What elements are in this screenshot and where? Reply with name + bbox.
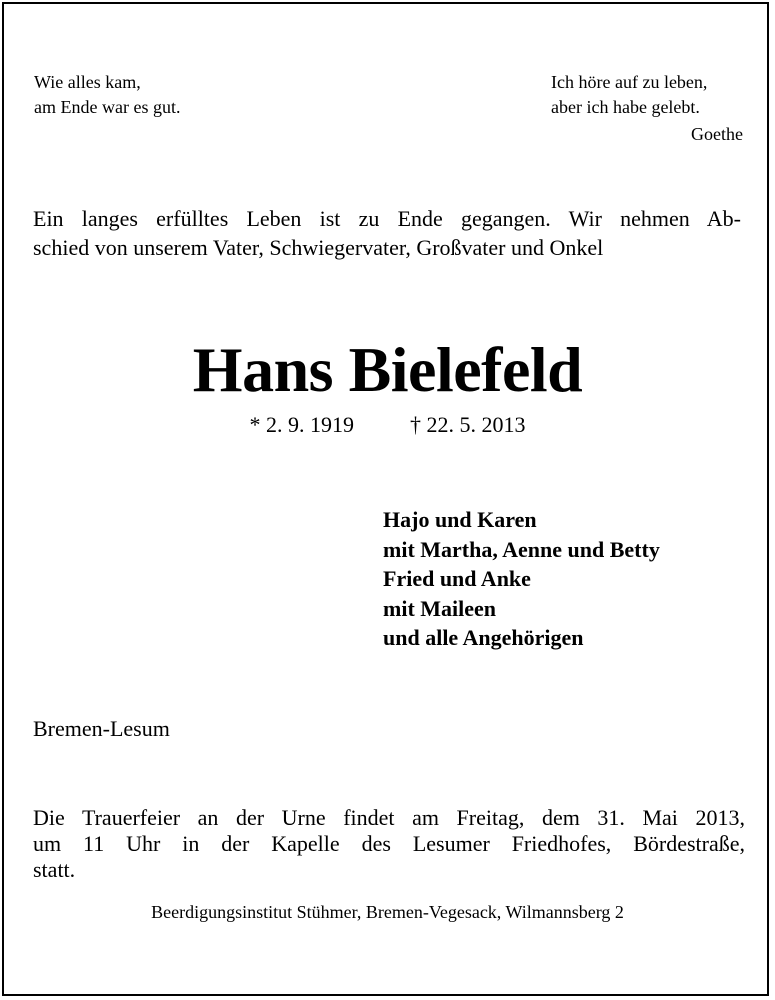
intro-text bbox=[33, 204, 741, 262]
quote-right-line: aber ich habe gelebt. bbox=[551, 97, 700, 117]
undertaker-info: Beerdigungsinstitut Stühmer, Bremen-Vegesack, Wilmannsberg 2 bbox=[151, 902, 624, 922]
mourner-line: Hajo und Karen bbox=[383, 507, 537, 532]
service-info bbox=[33, 805, 745, 883]
intro-line: Ein langes erfülltes Leben ist zu Ende gegangen. Wir nehmen Ab- bbox=[33, 206, 741, 231]
quote-left bbox=[34, 70, 180, 120]
service-line: Die Trauerfeier an der Urne findet am Freitag, dem 31. Mai 2013, bbox=[33, 805, 745, 830]
quote-right bbox=[551, 70, 707, 120]
mourner-line: und alle Angehörigen bbox=[383, 625, 584, 650]
quote-author: Goethe bbox=[691, 124, 743, 144]
mourners-list bbox=[383, 505, 660, 653]
death-date: † 22. 5. 2013 bbox=[410, 412, 526, 437]
mourner-line: Fried und Anke bbox=[383, 566, 531, 591]
intro-line: schied von unserem Vater, Schwiegervater, Großvater und Onkel bbox=[33, 235, 604, 260]
place-name: Bremen-Lesum bbox=[33, 716, 170, 741]
life-dates bbox=[0, 410, 775, 440]
quote-left-line: am Ende war es gut. bbox=[34, 97, 181, 117]
deceased-name: Hans Bielefeld bbox=[192, 334, 583, 405]
quote-right-line: Ich höre auf zu leben, bbox=[551, 72, 708, 92]
service-line: um 11 Uhr in der Kapelle des Lesumer Friedhofes, Bördestraße, bbox=[33, 831, 745, 856]
mourner-line: mit Martha, Aenne und Betty bbox=[383, 536, 660, 562]
mourner-line: mit Maileen bbox=[383, 595, 497, 621]
service-line: statt. bbox=[33, 857, 76, 882]
quote-left-line: Wie alles kam, bbox=[34, 72, 141, 92]
birth-date: * 2. 9. 1919 bbox=[249, 412, 354, 437]
